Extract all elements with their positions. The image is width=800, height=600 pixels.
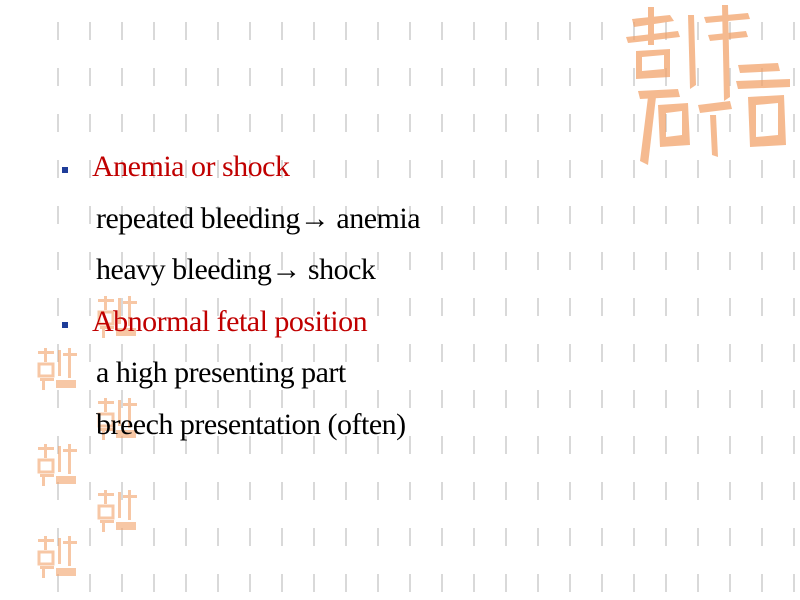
- bullet-list: [58, 146, 420, 455]
- sub-item-breech: [58, 404, 420, 456]
- sub-text: a high presenting part: [96, 356, 346, 389]
- sub-item-high-presenting-part: [58, 352, 420, 404]
- bullet-item-abnormal-position: [58, 301, 420, 353]
- sub-text: repeated bleeding→ anemia: [96, 201, 421, 235]
- bullet-text: Abnormal fetal position: [92, 304, 368, 338]
- bullet-square-icon: [62, 167, 68, 173]
- bullet-square-icon: [62, 322, 68, 328]
- sub-text: breech presentation (often): [96, 407, 406, 441]
- bullet-item-anemia: [58, 146, 420, 198]
- bullet-text: Anemia or shock: [92, 150, 290, 183]
- seal-large-icon: [626, 5, 790, 165]
- sub-text: heavy bleeding→ shock: [96, 253, 376, 286]
- sub-item-repeated-bleeding: [58, 198, 420, 250]
- sub-item-heavy-bleeding: [58, 249, 420, 301]
